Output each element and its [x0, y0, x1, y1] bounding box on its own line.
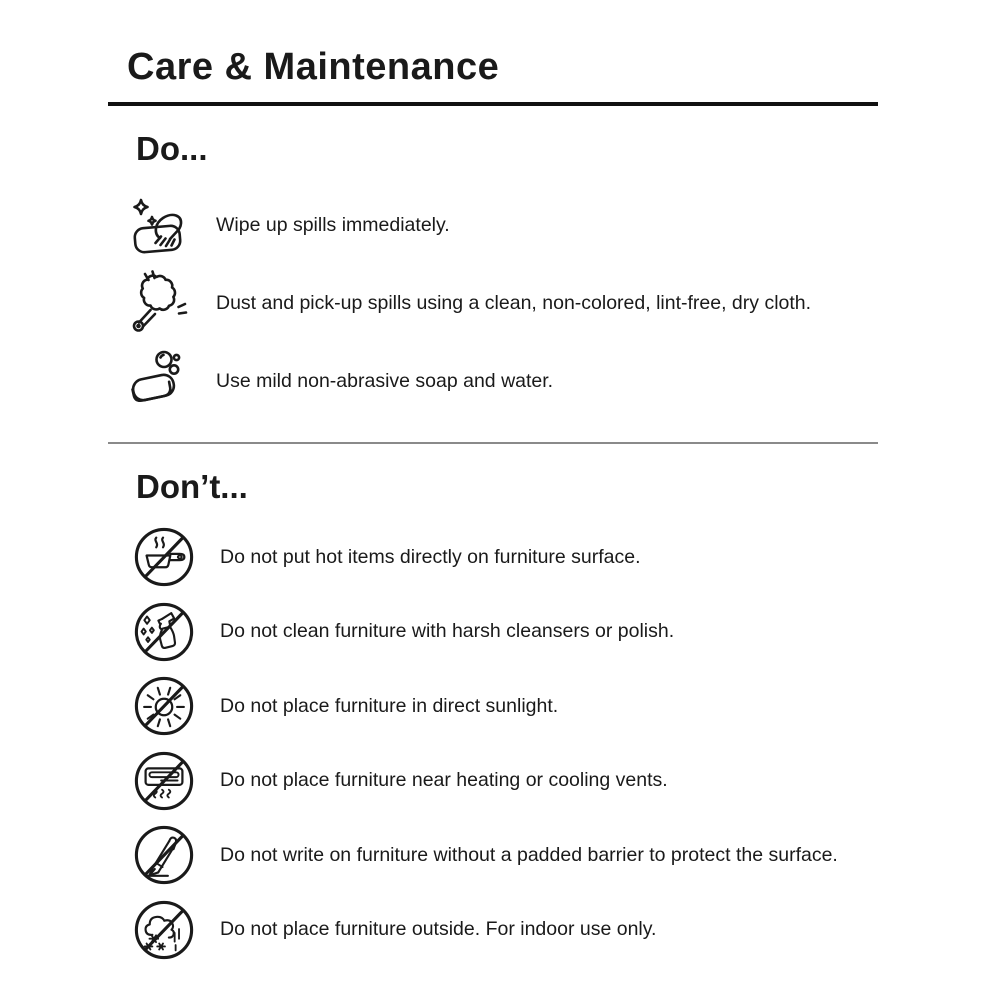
do-section-heading: Do...	[136, 130, 208, 167]
dont-item-text: Do not place furniture in direct sunlight.	[220, 694, 559, 717]
page-title: Care & Maintenance	[127, 46, 500, 88]
dont-section-heading: Don’t...	[136, 468, 248, 505]
document-content	[108, 0, 878, 967]
do-item-text: Use mild non-abrasive soap and water.	[216, 369, 554, 392]
dont-list	[108, 520, 878, 967]
do-item-text: Dust and pick-up spills using a clean, non-colored, lint-free, dry cloth.	[216, 291, 812, 314]
dont-item-text: Do not place furniture near heating or cooling vents.	[220, 769, 668, 792]
list-item	[133, 744, 878, 819]
do-item-text: Wipe up spills immediately.	[216, 213, 450, 236]
dont-item-text: Do not clean furniture with harsh cleansers or polish.	[220, 620, 675, 643]
list-item	[133, 818, 878, 893]
list-item	[133, 669, 878, 744]
section-divider	[108, 442, 878, 444]
list-item	[122, 264, 878, 342]
do-list	[108, 186, 878, 420]
list-item	[133, 893, 878, 968]
wipe-hand-icon	[122, 191, 194, 259]
dont-item-text: Do not put hot items directly on furniture surface.	[220, 545, 641, 568]
list-item	[122, 342, 878, 420]
soap-bubbles-icon	[122, 347, 194, 415]
dont-item-text: Do not write on furniture without a padded barrier to protect the surface.	[220, 843, 838, 866]
list-item	[133, 520, 878, 595]
list-item	[122, 186, 878, 264]
dont-item-text: Do not place furniture outside. For indoor use only.	[220, 918, 657, 941]
no-outdoor-icon	[133, 899, 195, 961]
feather-duster-icon	[122, 269, 194, 337]
list-item	[133, 595, 878, 670]
no-writing-icon	[133, 824, 195, 886]
title-divider	[108, 102, 878, 106]
no-heating-vents-icon	[133, 750, 195, 812]
no-direct-sunlight-icon	[133, 675, 195, 737]
no-harsh-cleansers-icon	[133, 601, 195, 663]
no-hot-items-icon	[133, 526, 195, 588]
